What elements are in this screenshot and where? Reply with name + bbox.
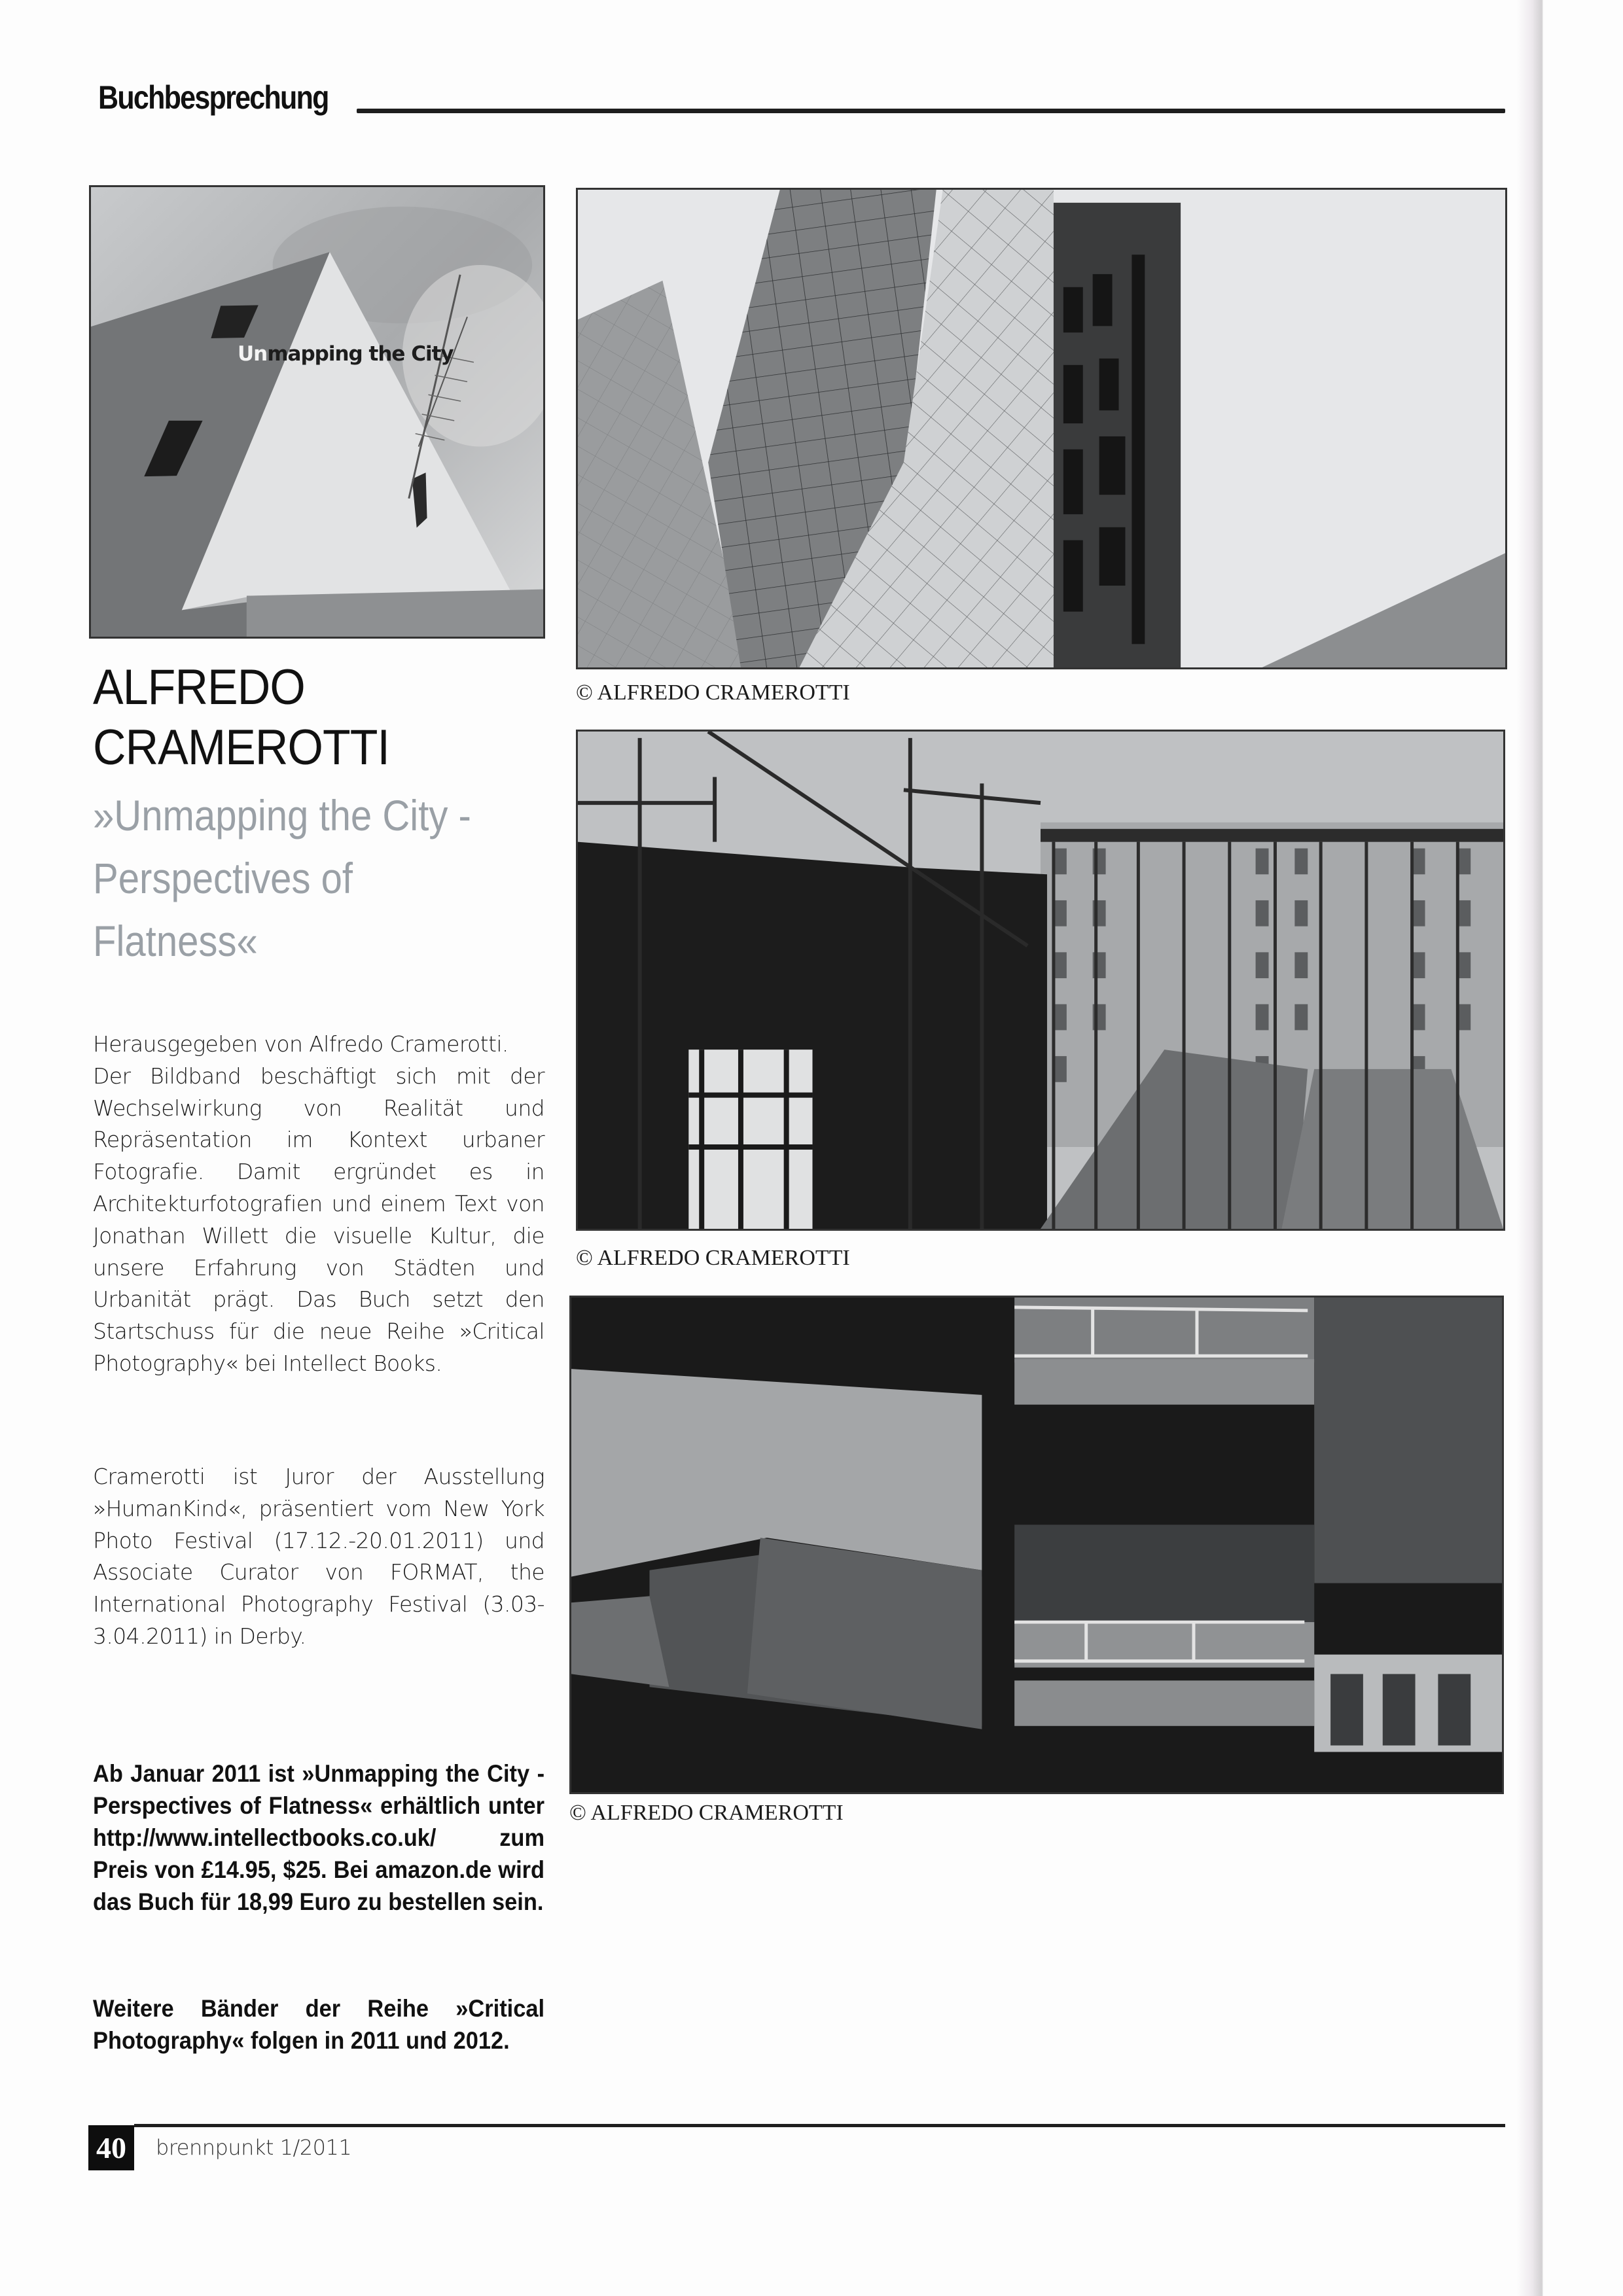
author-name	[93, 658, 389, 778]
author-name-line: CRAMEROTTI	[93, 720, 390, 775]
header-rule	[357, 109, 1505, 113]
book-cover-image	[89, 185, 545, 639]
photo-scaffolding-building	[576, 730, 1505, 1231]
review-paragraph-intro: Herausgegeben von Alfredo Cramerotti.	[93, 1031, 508, 1057]
cover-title	[238, 342, 454, 366]
cover-title-rest: mapping the City	[267, 342, 454, 366]
review-paragraph-body: Der Bildband beschäftigt sich mit der Wechselwirkung von Realität und Repräsentation im Kontext urbaner Fotografie. Damit ergründet es in Architekturfotografien und einem Text von Jonathan Willett die visuelle Kultur, die unsere Erfahrung von Städten und Urbanität prägt. Das Buch setzt den Startschuss für die neue Reihe »Critical Photography« bei Intellect Books.	[93, 1063, 544, 1376]
photo-caption: © ALFREDO CRAMEROTTI	[576, 680, 850, 705]
photo-3-art	[571, 1298, 1502, 1792]
book-title	[93, 784, 531, 972]
book-title-line: Flatness«	[93, 917, 258, 965]
footer-rule	[134, 2124, 1505, 2127]
book-title-line: »Unmapping the City -	[93, 791, 471, 839]
series-info: Weitere Bänder der Reihe »Critical Photography« folgen in 2011 und 2012.	[93, 1995, 545, 2054]
photo-architecture-curves	[576, 188, 1507, 669]
page-number: 40	[88, 2125, 134, 2170]
book-title-line: Perspectives of	[93, 854, 353, 902]
photo-balconies	[569, 1296, 1504, 1794]
author-bio-paragraph: Cramerotti ist Juror der Ausstellung »HumanKind«, präsentiert vom New York Photo Festival (17.12.-20.01.2011) und Associate Curator von FORMAT, the International Photography Festival (3.03-3.04.2011) in Derby.	[93, 1464, 544, 1649]
photo-1-art	[578, 190, 1505, 667]
photo-caption: © ALFREDO CRAMEROTTI	[569, 1801, 844, 1825]
review-paragraph	[93, 1029, 544, 1380]
author-name-line: ALFREDO	[93, 660, 305, 715]
page-gutter-shadow	[1517, 0, 1543, 2296]
photo-caption: © ALFREDO CRAMEROTTI	[576, 1246, 850, 1270]
photo-2-art	[578, 732, 1503, 1229]
section-title: Buchbesprechung	[98, 79, 329, 116]
cover-title-prefix: Un	[238, 342, 268, 366]
issue-label: brennpunkt 1/2011	[156, 2135, 352, 2160]
availability-info: Ab Januar 2011 ist »Unmapping the City - Perspectives of Flatness« erhältlich unter http://www.intellectbooks.co.uk/ zum Preis von £14.95, $25. Bei amazon.de wird das Buch für 18,99 Euro zu bestellen sein.	[93, 1760, 545, 1915]
cover-photo-art	[91, 187, 543, 637]
